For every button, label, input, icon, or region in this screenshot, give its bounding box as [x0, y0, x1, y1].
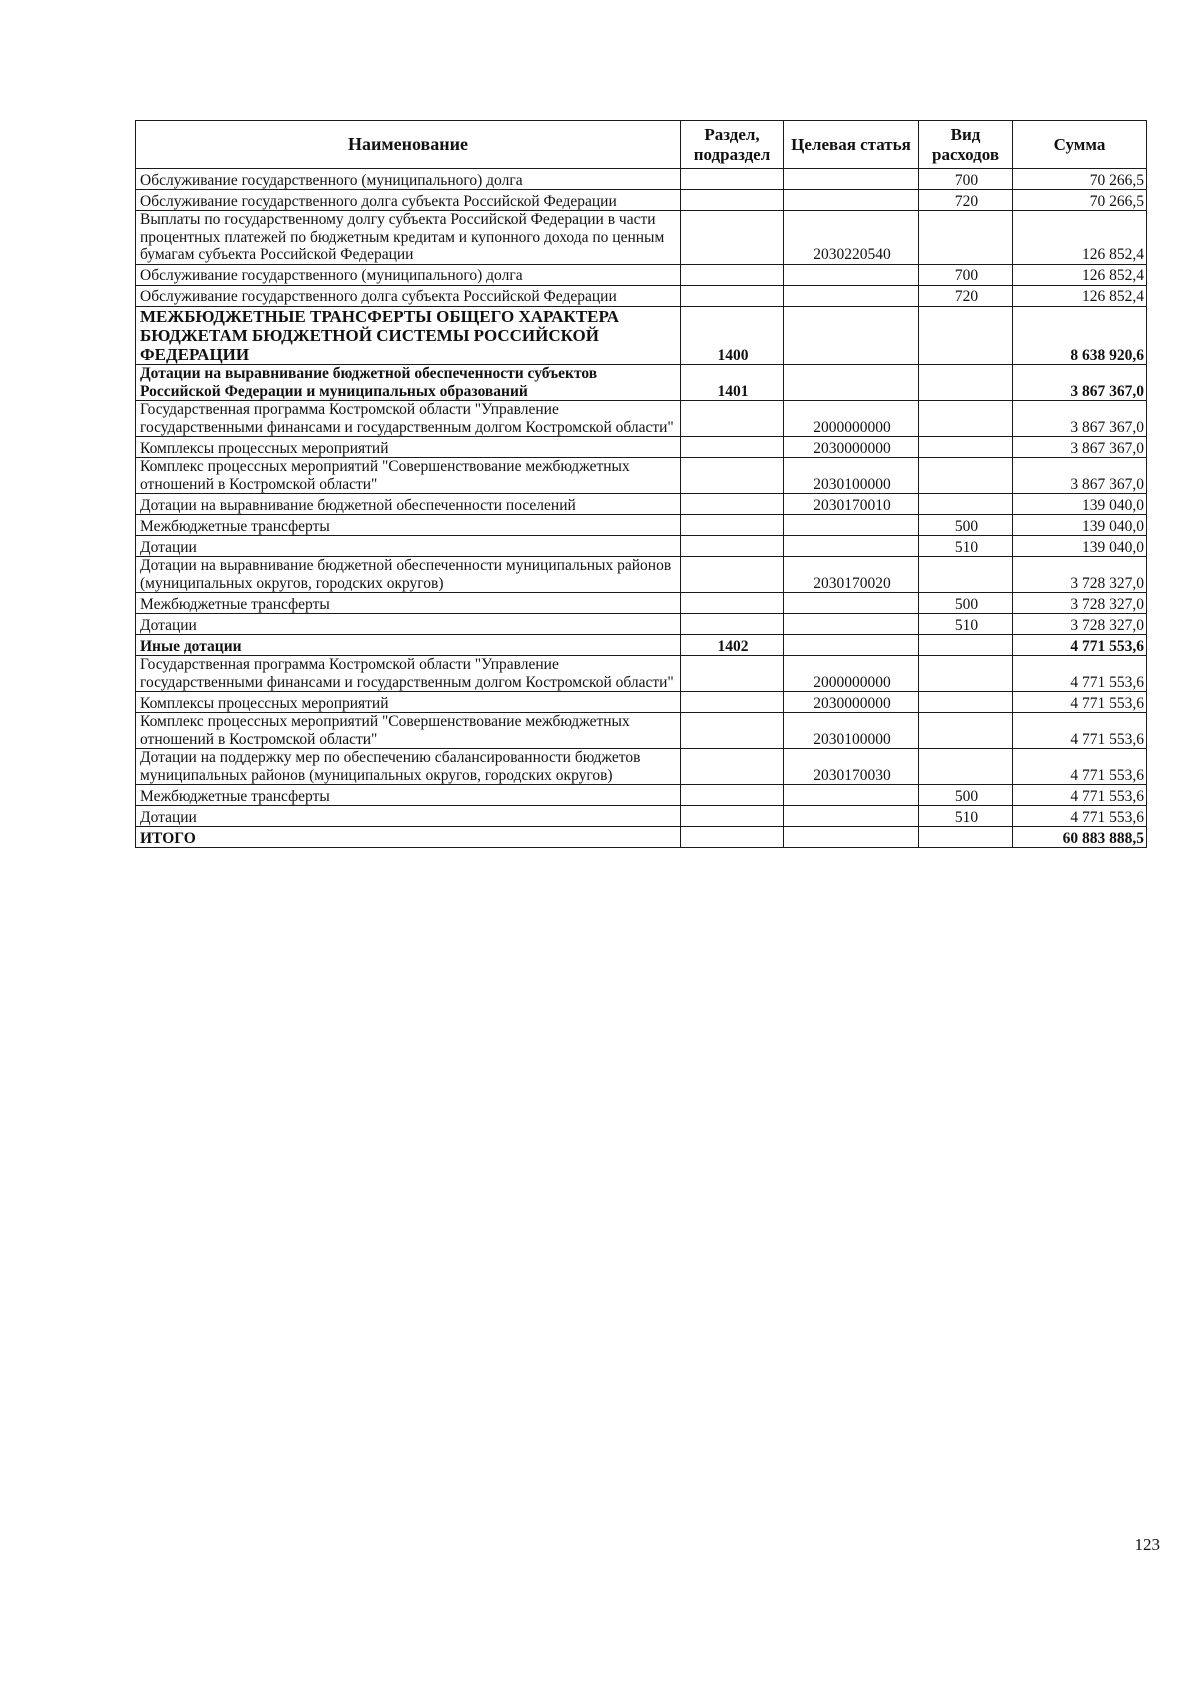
- cell-name: МЕЖБЮДЖЕТНЫЕ ТРАНСФЕРТЫ ОБЩЕГО ХАРАКТЕРА БЮДЖЕТАМ БЮДЖЕТНОЙ СИСТЕМЫ РОССИЙСКОЙ ФЕДЕРАЦИИ: [136, 306, 681, 365]
- table-row: [136, 285, 1147, 306]
- header-sum: Сумма: [1013, 121, 1147, 169]
- cell-section: [681, 656, 784, 692]
- cell-target: 2030220540: [784, 211, 919, 265]
- cell-kind: [919, 713, 1013, 749]
- table-body: [136, 169, 1147, 848]
- cell-sum: 4 771 553,6: [1013, 806, 1147, 827]
- cell-target: 2030100000: [784, 458, 919, 494]
- header-kind: Вид расходов: [919, 121, 1013, 169]
- cell-target: [784, 536, 919, 557]
- table-row: [136, 190, 1147, 211]
- cell-section: [681, 285, 784, 306]
- cell-kind: 510: [919, 536, 1013, 557]
- cell-target: 2030170030: [784, 749, 919, 785]
- cell-name: Дотации на поддержку мер по обеспечению сбалансированности бюджетов муниципальных районов (муниципальных округов, городских округов): [136, 749, 681, 785]
- cell-section: [681, 264, 784, 285]
- cell-section: [681, 169, 784, 190]
- header-name: Наименование: [136, 121, 681, 169]
- cell-section: [681, 557, 784, 593]
- cell-name: Дотации: [136, 614, 681, 635]
- cell-target: [784, 614, 919, 635]
- cell-target: 2030000000: [784, 437, 919, 458]
- cell-section: [681, 785, 784, 806]
- cell-section: 1402: [681, 635, 784, 656]
- cell-name: Обслуживание государственного (муниципального) долга: [136, 264, 681, 285]
- cell-name: Межбюджетные трансферты: [136, 785, 681, 806]
- cell-kind: [919, 365, 1013, 401]
- cell-sum: 3 867 367,0: [1013, 365, 1147, 401]
- cell-sum: 4 771 553,6: [1013, 749, 1147, 785]
- cell-sum: 4 771 553,6: [1013, 656, 1147, 692]
- cell-name: Обслуживание государственного долга субъекта Российской Федерации: [136, 285, 681, 306]
- cell-section: [681, 692, 784, 713]
- table-row: [136, 713, 1147, 749]
- cell-name: Комплексы процессных мероприятий: [136, 692, 681, 713]
- cell-kind: 500: [919, 593, 1013, 614]
- cell-target: [784, 169, 919, 190]
- cell-kind: [919, 306, 1013, 365]
- cell-target: [784, 365, 919, 401]
- cell-name: Дотации: [136, 806, 681, 827]
- cell-kind: [919, 635, 1013, 656]
- cell-sum: 70 266,5: [1013, 169, 1147, 190]
- cell-section: [681, 494, 784, 515]
- cell-target: 2030170020: [784, 557, 919, 593]
- cell-name: Дотации на выравнивание бюджетной обеспеченности поселений: [136, 494, 681, 515]
- table-row: [136, 515, 1147, 536]
- cell-target: 2000000000: [784, 656, 919, 692]
- cell-sum: 3 728 327,0: [1013, 557, 1147, 593]
- table-row: [136, 494, 1147, 515]
- cell-sum: 126 852,4: [1013, 264, 1147, 285]
- cell-name: Дотации на выравнивание бюджетной обеспеченности субъектов Российской Федерации и муниципальных образований: [136, 365, 681, 401]
- cell-target: [784, 190, 919, 211]
- cell-section: [681, 593, 784, 614]
- cell-section: [681, 515, 784, 536]
- cell-sum: 139 040,0: [1013, 536, 1147, 557]
- cell-kind: [919, 458, 1013, 494]
- cell-kind: [919, 692, 1013, 713]
- cell-sum: 126 852,4: [1013, 211, 1147, 265]
- cell-sum: 70 266,5: [1013, 190, 1147, 211]
- cell-sum: 139 040,0: [1013, 515, 1147, 536]
- table-row: [136, 365, 1147, 401]
- cell-target: [784, 827, 919, 848]
- cell-kind: 720: [919, 285, 1013, 306]
- cell-section: 1400: [681, 306, 784, 365]
- table-row: [136, 635, 1147, 656]
- table-row: [136, 264, 1147, 285]
- cell-name: Комплексы процессных мероприятий: [136, 437, 681, 458]
- cell-sum: 3 867 367,0: [1013, 401, 1147, 437]
- cell-sum: 3 867 367,0: [1013, 458, 1147, 494]
- cell-target: 2030170010: [784, 494, 919, 515]
- cell-sum: 3 728 327,0: [1013, 614, 1147, 635]
- cell-name: Дотации на выравнивание бюджетной обеспеченности муниципальных районов (муниципальных округов, городских округов): [136, 557, 681, 593]
- cell-kind: [919, 401, 1013, 437]
- cell-section: [681, 827, 784, 848]
- cell-name: Обслуживание государственного (муниципального) долга: [136, 169, 681, 190]
- cell-name: Дотации: [136, 536, 681, 557]
- cell-sum: 139 040,0: [1013, 494, 1147, 515]
- cell-kind: [919, 557, 1013, 593]
- table-row: [136, 437, 1147, 458]
- page-number: 123: [1134, 1535, 1160, 1554]
- cell-kind: [919, 437, 1013, 458]
- cell-kind: [919, 211, 1013, 265]
- cell-target: 2030100000: [784, 713, 919, 749]
- header-target: Целевая статья: [784, 121, 919, 169]
- cell-target: [784, 285, 919, 306]
- cell-name: Иные дотации: [136, 635, 681, 656]
- cell-section: [681, 806, 784, 827]
- cell-kind: 700: [919, 169, 1013, 190]
- cell-sum: 3 728 327,0: [1013, 593, 1147, 614]
- header-section: Раздел, подраздел: [681, 121, 784, 169]
- cell-target: [784, 785, 919, 806]
- cell-target: [784, 635, 919, 656]
- table-row: [136, 536, 1147, 557]
- cell-kind: [919, 656, 1013, 692]
- cell-target: [784, 306, 919, 365]
- cell-sum: 4 771 553,6: [1013, 713, 1147, 749]
- cell-kind: 720: [919, 190, 1013, 211]
- cell-section: [681, 614, 784, 635]
- cell-section: [681, 190, 784, 211]
- cell-kind: [919, 749, 1013, 785]
- table-row: [136, 557, 1147, 593]
- cell-name: Межбюджетные трансферты: [136, 515, 681, 536]
- cell-kind: 500: [919, 515, 1013, 536]
- table-row: [136, 169, 1147, 190]
- table-row: [136, 458, 1147, 494]
- cell-section: [681, 713, 784, 749]
- budget-table: [135, 120, 1147, 848]
- table-row: [136, 306, 1147, 365]
- cell-kind: 500: [919, 785, 1013, 806]
- cell-sum: 126 852,4: [1013, 285, 1147, 306]
- cell-sum: 3 867 367,0: [1013, 437, 1147, 458]
- cell-kind: 510: [919, 614, 1013, 635]
- cell-name: ИТОГО: [136, 827, 681, 848]
- cell-target: [784, 593, 919, 614]
- cell-target: [784, 264, 919, 285]
- table-row: [136, 656, 1147, 692]
- cell-section: [681, 401, 784, 437]
- table-row: [136, 401, 1147, 437]
- table-row: [136, 827, 1147, 848]
- cell-name: Государственная программа Костромской области "Управление государственными финансами и государственным долгом Костромской области": [136, 656, 681, 692]
- table-row: [136, 614, 1147, 635]
- cell-name: Комплекс процессных мероприятий "Совершенствование межбюджетных отношений в Костромской области": [136, 713, 681, 749]
- cell-sum: 4 771 553,6: [1013, 785, 1147, 806]
- cell-section: [681, 437, 784, 458]
- table-row: [136, 785, 1147, 806]
- cell-target: 2030000000: [784, 692, 919, 713]
- table-row: [136, 211, 1147, 265]
- cell-target: [784, 806, 919, 827]
- cell-section: 1401: [681, 365, 784, 401]
- cell-target: [784, 515, 919, 536]
- cell-kind: 700: [919, 264, 1013, 285]
- cell-section: [681, 458, 784, 494]
- table-row: [136, 692, 1147, 713]
- cell-sum: 4 771 553,6: [1013, 635, 1147, 656]
- cell-target: 2000000000: [784, 401, 919, 437]
- table-row: [136, 749, 1147, 785]
- cell-kind: [919, 827, 1013, 848]
- cell-name: Комплекс процессных мероприятий "Совершенствование межбюджетных отношений в Костромской области": [136, 458, 681, 494]
- cell-kind: [919, 494, 1013, 515]
- cell-name: Обслуживание государственного долга субъекта Российской Федерации: [136, 190, 681, 211]
- cell-sum: 60 883 888,5: [1013, 827, 1147, 848]
- cell-name: Государственная программа Костромской области "Управление государственными финансами и государственным долгом Костромской области": [136, 401, 681, 437]
- cell-section: [681, 749, 784, 785]
- table-row: [136, 806, 1147, 827]
- cell-section: [681, 211, 784, 265]
- cell-section: [681, 536, 784, 557]
- cell-name: Выплаты по государственному долгу субъекта Российской Федерации в части процентных платежей по бюджетным кредитам и купонного дохода по ценным бумагам субъекта Российской Федерации: [136, 211, 681, 265]
- cell-name: Межбюджетные трансферты: [136, 593, 681, 614]
- cell-kind: 510: [919, 806, 1013, 827]
- cell-sum: 4 771 553,6: [1013, 692, 1147, 713]
- cell-sum: 8 638 920,6: [1013, 306, 1147, 365]
- table-row: [136, 593, 1147, 614]
